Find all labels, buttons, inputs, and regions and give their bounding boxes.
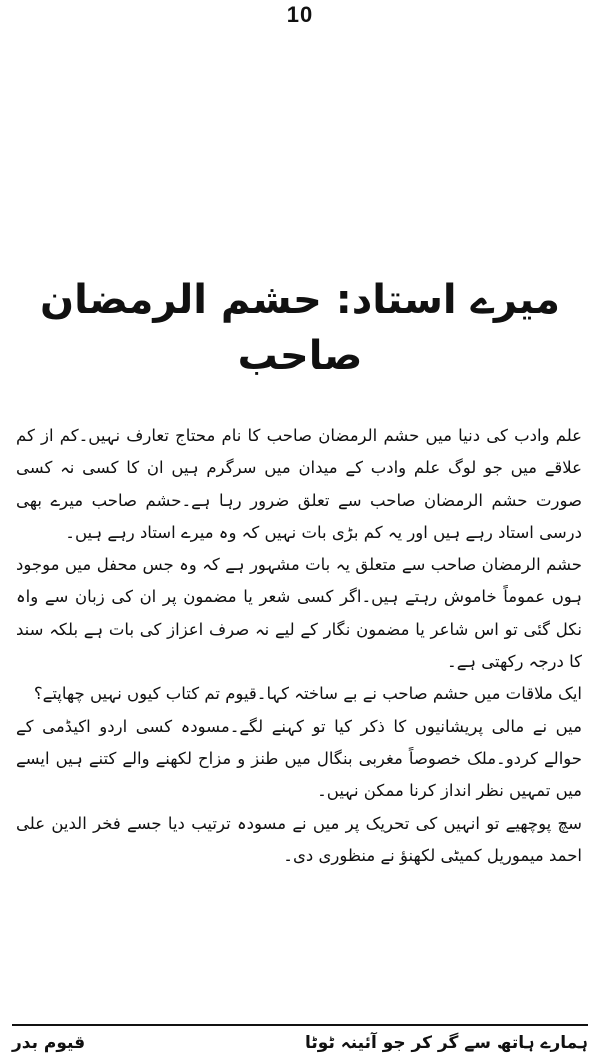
paragraph: میں نے مالی پریشانیوں کا ذکر کیا تو کہنے لگے۔مسودہ کسی اردو اکیڈمی کے حوالے کردو۔ملک خصوصاً مغربی بنگال میں طنز و مزاح لکھنے والے کتنے ہیں ایسے میں تمہیں نظر انداز کرنا ممکن نہیں۔ (16, 716, 582, 801)
footer-divider (12, 1024, 588, 1026)
paragraph: علم وادب کی دنیا میں حشم الرمضان صاحب کا نام محتاج تعارف نہیں۔کم از کم علاقے میں جو لوگ علم وادب کے میدان میں سرگرم ہیں ان کا کسی نہ کسی صورت حشم الرمضان صاحب سے تعلق ضرور رہا ہے۔حشم صاحب میرے بھی درسی استاد رہے ہیں اور یہ کم بڑی بات نہیں کہ وہ میرے استاد رہے ہیں۔ (16, 426, 582, 542)
page-footer (12, 1030, 588, 1056)
body-text (16, 420, 582, 872)
footer-author: قیوم بدر (12, 1033, 86, 1053)
paragraph: حشم الرمضان صاحب سے متعلق یہ بات مشہور ہے کہ وہ جس محفل میں موجود ہوں عموماً خاموش رہتے ہیں۔اگر کسی شعر یا مضمون پر ان کی زبان سے واہ نکل گئی تو اس شاعر یا مضمون نگار کے لیے نہ صرف اعزاز کی بات ہے بلکہ سند کا درجہ رکھتی ہے۔ (16, 555, 582, 672)
chapter-title: میرے استاد: حشم الرمضان صاحب (40, 277, 560, 379)
footer-book-title: ہمارے ہاتھ سے گر کر جو آئینہ ٹوٹا (305, 1033, 588, 1053)
paragraph: ایک ملاقات میں حشم صاحب نے بے ساختہ کہا۔قیوم تم کتاب کیوں نہیں چھاپتے؟ (33, 684, 582, 704)
page-number: 10 (286, 2, 314, 27)
paragraph: سچ پوچھیے تو انہیں کی تحریک پر میں نے مسودہ ترتیب دیا جسے فخر الدین علی احمد میموریل کمیٹی لکھنؤ نے منظوری دی۔ (16, 813, 582, 865)
